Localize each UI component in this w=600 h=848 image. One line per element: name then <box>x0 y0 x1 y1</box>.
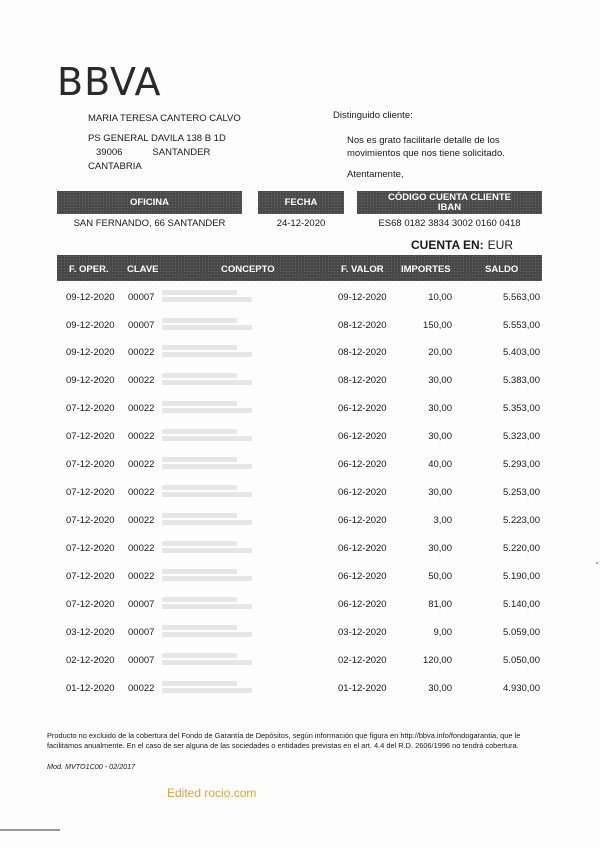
greeting: Distinguido cliente: <box>333 110 413 121</box>
clave-cell: 00022 <box>128 515 155 526</box>
col-concepto: CONCEPTO <box>221 264 275 275</box>
f-valor-cell: 06-12-2020 <box>338 571 387 582</box>
address-line-1: PS GENERAL DAVILA 138 B 1D <box>88 133 226 144</box>
clave-cell: 00022 <box>128 431 155 442</box>
clave-cell: 00022 <box>128 459 155 470</box>
f-oper-cell: 09-12-2020 <box>66 292 115 303</box>
f-oper-cell: 07-12-2020 <box>66 543 115 554</box>
f-oper-cell: 07-12-2020 <box>66 431 115 442</box>
clave-cell: 00007 <box>128 655 155 666</box>
customer-name: MARIA TERESA CANTERO CALVO <box>88 113 241 124</box>
footnote: Producto no excluido de la cobertura del Fondo de Garantía de Depósitos, según información que figura en http://bbva.info/fondogarantia, que le facilitamos anualmente. En el caso de ser alguna de las sociedades o entidades previstas en el art. 4.4 del R.D. 2606/1996 no tendrá cobertura. <box>47 731 521 750</box>
f-oper-cell: 07-12-2020 <box>66 571 115 582</box>
saldo-cell: 5.323,00 <box>503 431 540 442</box>
scan-mark <box>596 562 598 564</box>
postal-code: 39006 <box>96 147 123 158</box>
concepto-redacted <box>162 288 282 306</box>
saldo-cell: 5.383,00 <box>503 375 540 386</box>
f-oper-cell: 03-12-2020 <box>66 627 115 638</box>
importe-cell: 10,00 <box>428 292 452 303</box>
table-row <box>0 627 600 647</box>
saldo-cell: 5.253,00 <box>503 487 540 498</box>
table-row <box>0 515 600 535</box>
table-row <box>0 683 600 703</box>
clave-cell: 00022 <box>128 543 155 554</box>
clave-cell: 00022 <box>128 403 155 414</box>
f-valor-cell: 08-12-2020 <box>338 375 387 386</box>
f-oper-cell: 01-12-2020 <box>66 683 115 694</box>
saldo-cell: 5.220,00 <box>503 543 540 554</box>
saldo-cell: 5.353,00 <box>503 403 540 414</box>
f-oper-cell: 07-12-2020 <box>66 459 115 470</box>
f-oper-cell: 09-12-2020 <box>66 347 115 358</box>
table-row <box>0 655 600 675</box>
f-oper-cell: 09-12-2020 <box>66 375 115 386</box>
f-valor-cell: 06-12-2020 <box>338 599 387 610</box>
clave-cell: 00022 <box>128 683 155 694</box>
currency-line: CUENTA EN: EUR <box>411 238 514 252</box>
saldo-cell: 5.050,00 <box>503 655 540 666</box>
saldo-cell: 5.553,00 <box>503 320 540 331</box>
concepto-redacted <box>162 371 282 389</box>
concepto-redacted <box>162 651 282 669</box>
iban-value: ES68 0182 3834 3002 0160 0418 <box>378 218 521 229</box>
fecha-value: 24-12-2020 <box>276 218 326 229</box>
concepto-redacted <box>162 343 282 361</box>
table-row <box>0 292 600 312</box>
f-oper-cell: 07-12-2020 <box>66 487 115 498</box>
importe-cell: 9,00 <box>433 627 452 638</box>
col-f-valor: F. VALOR <box>341 264 384 275</box>
importe-cell: 30,00 <box>428 543 452 554</box>
clave-cell: 00007 <box>128 627 155 638</box>
f-valor-cell: 08-12-2020 <box>338 320 387 331</box>
col-saldo: SALDO <box>485 264 519 275</box>
saldo-cell: 5.293,00 <box>503 459 540 470</box>
f-valor-cell: 06-12-2020 <box>338 459 387 470</box>
bank-logo: BBVA <box>57 60 162 104</box>
transactions-header <box>57 255 542 281</box>
importe-cell: 30,00 <box>428 403 452 414</box>
f-valor-cell: 02-12-2020 <box>338 655 387 666</box>
customer-address <box>88 112 241 174</box>
col-f-oper: F. OPER. <box>69 264 109 275</box>
concepto-redacted <box>162 679 282 697</box>
form-code: Mod. MVTO1C00 - 02/2017 <box>47 762 136 771</box>
importe-cell: 30,00 <box>428 487 452 498</box>
f-oper-cell: 07-12-2020 <box>66 515 115 526</box>
importe-cell: 40,00 <box>428 459 452 470</box>
province: CANTABRIA <box>88 161 142 172</box>
concepto-redacted <box>162 316 282 334</box>
saldo-cell: 5.563,00 <box>503 292 540 303</box>
table-row <box>0 347 600 367</box>
f-valor-cell: 01-12-2020 <box>338 683 387 694</box>
col-clave: CLAVE <box>127 264 159 275</box>
table-row <box>0 571 600 591</box>
importe-cell: 30,00 <box>428 683 452 694</box>
f-valor-cell: 03-12-2020 <box>338 627 387 638</box>
importe-cell: 150,00 <box>422 320 452 331</box>
f-valor-cell: 06-12-2020 <box>338 543 387 554</box>
concepto-redacted <box>162 595 282 613</box>
saldo-cell: 5.403,00 <box>503 347 540 358</box>
concepto-redacted <box>162 427 282 445</box>
importe-cell: 50,00 <box>428 571 452 582</box>
f-valor-cell: 06-12-2020 <box>338 431 387 442</box>
closing: Atentamente, <box>347 169 404 180</box>
concepto-redacted <box>162 623 282 641</box>
saldo-cell: 5.223,00 <box>503 515 540 526</box>
saldo-cell: 5.140,00 <box>503 599 540 610</box>
greeting-body: Nos es grato facilitarle detalle de los movimientos que nos tiene solicitado. <box>347 135 505 159</box>
table-row <box>0 320 600 340</box>
table-row <box>0 431 600 451</box>
table-row <box>0 375 600 395</box>
greeting-block <box>333 109 505 181</box>
importe-cell: 3,00 <box>433 515 452 526</box>
f-oper-cell: 07-12-2020 <box>66 599 115 610</box>
clave-cell: 00007 <box>128 292 155 303</box>
importe-cell: 81,00 <box>428 599 452 610</box>
clave-cell: 00022 <box>128 375 155 386</box>
f-oper-cell: 07-12-2020 <box>66 403 115 414</box>
header-fecha: FECHA <box>258 191 344 214</box>
table-row <box>0 487 600 507</box>
table-row <box>0 599 600 619</box>
f-valor-cell: 09-12-2020 <box>338 292 387 303</box>
oficina-value: SAN FERNANDO, 66 SANTANDER <box>73 218 226 229</box>
table-row <box>0 403 600 423</box>
col-importes: IMPORTES <box>401 264 451 275</box>
clave-cell: 00022 <box>128 487 155 498</box>
importe-cell: 120,00 <box>422 655 452 666</box>
saldo-cell: 5.059,00 <box>503 627 540 638</box>
importe-cell: 20,00 <box>428 347 452 358</box>
importe-cell: 30,00 <box>428 375 452 386</box>
concepto-redacted <box>162 455 282 473</box>
watermark-text: Edited rocio.com <box>167 786 257 800</box>
f-valor-cell: 06-12-2020 <box>338 487 387 498</box>
currency-value: EUR <box>487 238 514 252</box>
concepto-redacted <box>162 539 282 557</box>
saldo-cell: 5.190,00 <box>503 571 540 582</box>
table-row <box>0 543 600 563</box>
concepto-redacted <box>162 567 282 585</box>
city: SANTANDER <box>152 147 211 158</box>
concepto-redacted <box>162 511 282 529</box>
header-codigo-cuenta: CÓDIGO CUENTA CLIENTE IBAN <box>357 191 542 214</box>
header-oficina: OFICINA <box>57 191 242 214</box>
clave-cell: 00022 <box>128 347 155 358</box>
f-oper-cell: 02-12-2020 <box>66 655 115 666</box>
f-valor-cell: 06-12-2020 <box>338 515 387 526</box>
address-city-line <box>88 146 241 160</box>
clave-cell: 00007 <box>128 599 155 610</box>
clave-cell: 00022 <box>128 571 155 582</box>
saldo-cell: 4.930,00 <box>503 683 540 694</box>
bottom-rule <box>0 829 60 831</box>
importe-cell: 30,00 <box>428 431 452 442</box>
concepto-redacted <box>162 399 282 417</box>
concepto-redacted <box>162 483 282 501</box>
table-row <box>0 459 600 479</box>
f-valor-cell: 06-12-2020 <box>338 403 387 414</box>
f-oper-cell: 09-12-2020 <box>66 320 115 331</box>
f-valor-cell: 08-12-2020 <box>338 347 387 358</box>
clave-cell: 00007 <box>128 320 155 331</box>
